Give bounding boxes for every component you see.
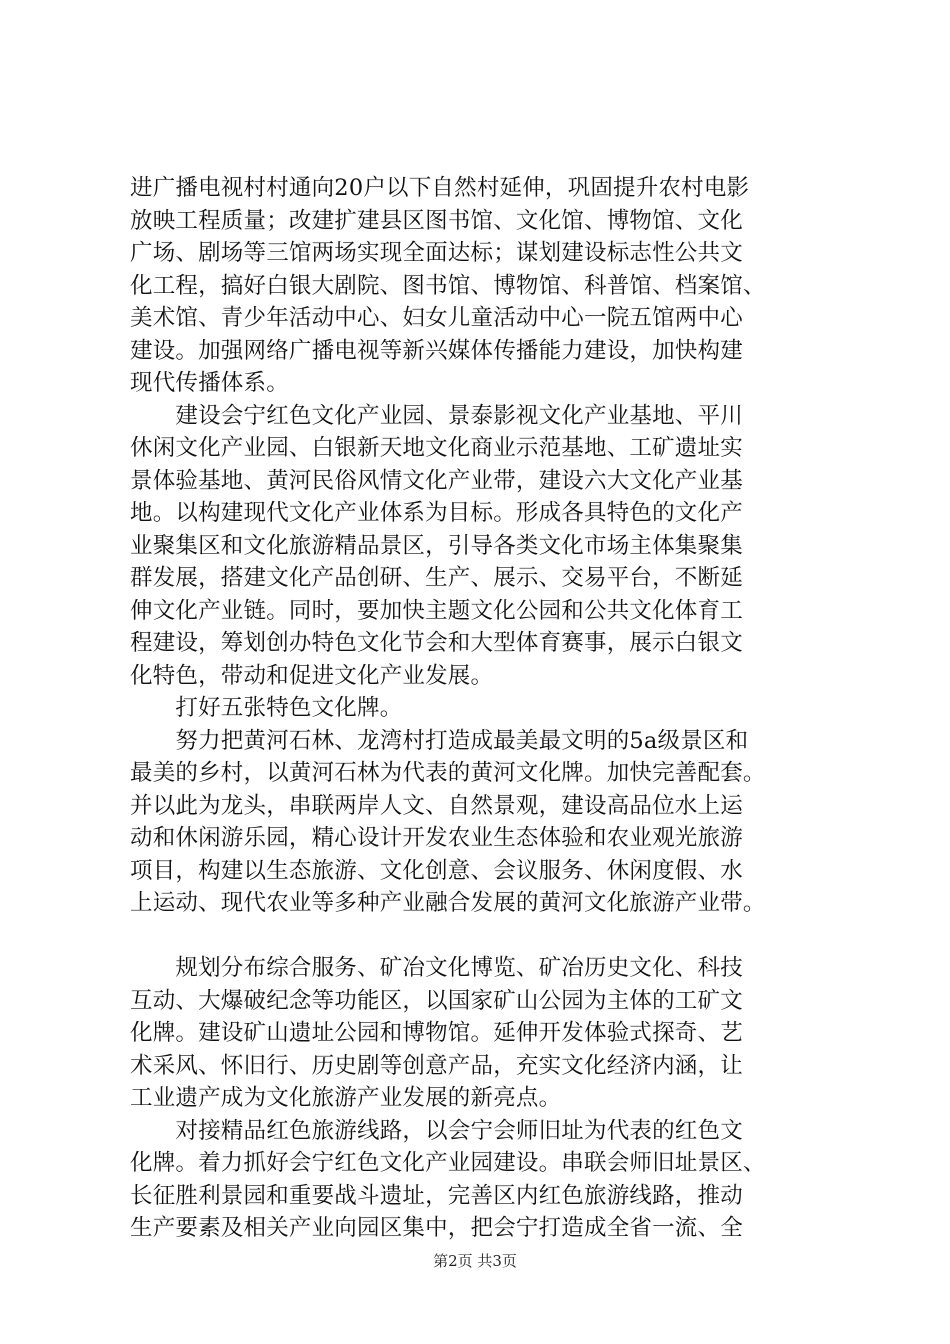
text-line: 化牌。着力抓好会宁红色文化产业园建设。串联会师旧址景区、 <box>130 1150 766 1176</box>
text-line: 建设会宁红色文化产业园、景泰影视文化产业基地、平川 <box>130 402 743 429</box>
text-line: 努力把黄河石林、龙湾村打造成最美最文明的5a级景区和 <box>130 727 749 754</box>
text-line: 打好五张特色文化牌。 <box>130 695 403 721</box>
text-line: 现代传播体系。 <box>130 370 289 396</box>
text-line: 化牌。建设矿山遗址公园和博物馆。延伸开发体验式探奇、艺 <box>130 1020 743 1046</box>
text-line: 伸文化产业链。同时，要加快主题文化公园和公共文化体育工 <box>130 597 743 624</box>
text-line: 景体验基地、黄河民俗风情文化产业带，建设六大文化产业基 <box>130 467 743 494</box>
text-line: 建设。加强网络广播电视等新兴媒体传播能力建设，加快构建 <box>130 337 743 364</box>
text-line: 对接精品红色旅游线路，以会宁会师旧址为代表的红色文 <box>130 1117 743 1144</box>
text-line: 并以此为龙头，串联两岸人文、自然景观，建设高品位水上运 <box>130 792 743 819</box>
text-line: 进广播电视村村通向20户以下自然村延伸，巩固提升农村电影 <box>130 175 750 201</box>
text-line: 项目，构建以生态旅游、文化创意、会议服务、休闲度假、水 <box>130 857 743 884</box>
text-line: 生产要素及相关产业向园区集中，把会宁打造成全省一流、全 <box>130 1215 743 1241</box>
blank-line <box>130 920 830 953</box>
text-line: 地。以构建现代文化产业体系为目标。形成各具特色的文化产 <box>130 500 743 526</box>
text-line: 休闲文化产业园、白银新天地文化商业示范基地、工矿遗址实 <box>130 435 743 461</box>
document-body <box>130 172 830 1245</box>
page-footer: 第2页 共3页 <box>433 1252 517 1270</box>
text-line: 化工程，搞好白银大剧院、图书馆、博物馆、科普馆、档案馆、 <box>130 272 766 299</box>
text-line: 广场、剧场等三馆两场实现全面达标；谋划建设标志性公共文 <box>130 240 743 266</box>
text-line: 程建设，筹划创办特色文化节会和大型体育赛事，展示白银文 <box>130 630 743 656</box>
text-line: 术采风、怀旧行、历史剧等创意产品，充实文化经济内涵，让 <box>130 1052 743 1079</box>
text-line: 动和休闲游乐园，精心设计开发农业生态体验和农业观光旅游 <box>130 825 743 851</box>
text-line: 长征胜利景园和重要战斗遗址，完善区内红色旅游线路，推动 <box>130 1182 743 1209</box>
text-line: 化特色，带动和促进文化产业发展。 <box>130 662 494 689</box>
text-line: 规划分布综合服务、矿冶文化博览、矿冶历史文化、科技 <box>130 955 743 981</box>
text-line: 最美的乡村，以黄河石林为代表的黄河文化牌。加快完善配套。 <box>130 760 766 786</box>
text-line: 工业遗产成为文化旅游产业发展的新亮点。 <box>130 1085 562 1111</box>
text-line: 群发展，搭建文化产品创研、生产、展示、交易平台，不断延 <box>130 565 743 591</box>
text-line: 美术馆、青少年活动中心、妇女儿童活动中心一院五馆两中心 <box>130 305 743 331</box>
text-line: 互动、大爆破纪念等功能区，以国家矿山公园为主体的工矿文 <box>130 987 743 1014</box>
text-line: 放映工程质量；改建扩建县区图书馆、文化馆、博物馆、文化 <box>130 207 743 234</box>
text-line: 上运动、现代农业等多种产业融合发展的黄河文化旅游产业带。 <box>130 890 766 916</box>
text-line: 业聚集区和文化旅游精品景区，引导各类文化市场主体集聚集 <box>130 532 743 559</box>
